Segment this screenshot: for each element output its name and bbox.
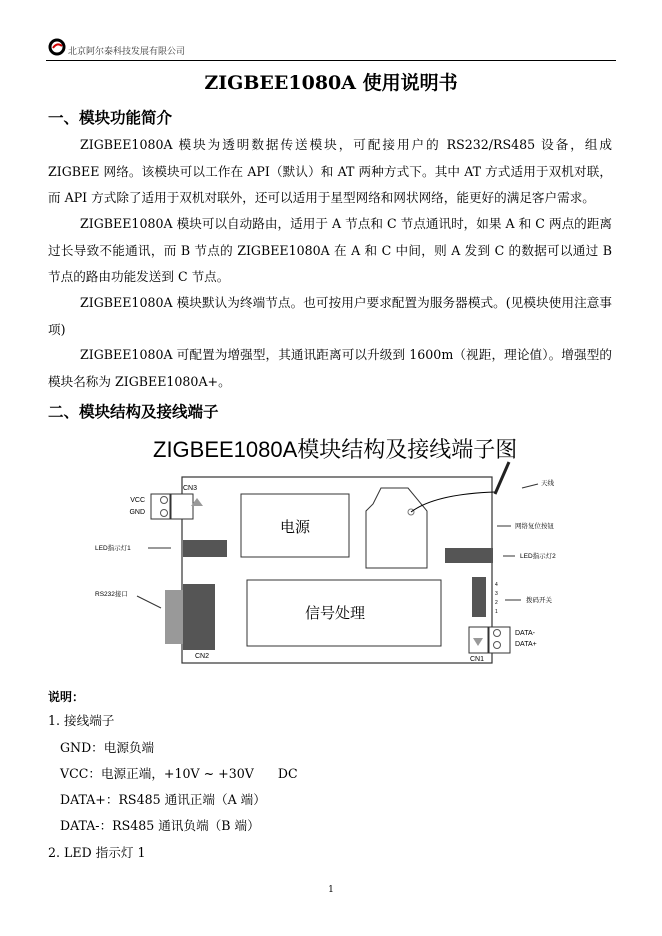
svg-text:网络复位按钮: 网络复位按钮 xyxy=(515,523,554,530)
company-name: 北京阿尔泰科技发展有限公司 xyxy=(68,47,186,57)
diagram-title: ZIGBEE1080A模块结构及接线端子图 xyxy=(153,437,518,462)
svg-text:VCC: VCC xyxy=(130,497,145,504)
svg-text:天线: 天线 xyxy=(541,480,554,487)
led1 xyxy=(183,540,227,557)
svg-text:CN1: CN1 xyxy=(470,656,485,663)
paragraph: ZIGBEE1080A 可配置为增强型，其通讯距离可以升级到 1600m（视距，理论值）。增强型的模块名称为 ZIGBEE1080A+。 xyxy=(48,347,612,389)
section-heading-1: 一、模块功能简介 xyxy=(48,108,173,127)
note-item: DATA-：RS485 通讯负端（B 端） xyxy=(60,818,260,833)
svg-text:信号处理: 信号处理 xyxy=(304,605,366,622)
note-item: GND：电源负端 xyxy=(60,740,155,755)
svg-text:RS232接口: RS232接口 xyxy=(95,591,128,598)
paragraph: ZIGBEE1080A 模块默认为终端节点。也可按用户要求配置为服务器模式。(见模块使用注意事项) xyxy=(48,295,612,337)
page-number: 1 xyxy=(328,885,334,895)
svg-text:CN2: CN2 xyxy=(195,653,210,660)
antenna-icon xyxy=(495,462,509,494)
page-header xyxy=(46,38,616,61)
svg-text:LED指示灯1: LED指示灯1 xyxy=(95,545,131,552)
paragraph: ZIGBEE1080A 模块可以自动路由，适用于 A 节点和 C 节点通讯时，如果 A 和 C 两点的距离过长导致不能通讯，而 B 节点的 ZIGBEE1080A 在 A 和 C 中间，则 A 发到 C 的数据可以通过 B 节点的路由功能发送到 C 节点。 xyxy=(48,216,612,284)
dip-switch xyxy=(472,577,486,617)
note-item: 1. 接线端子 xyxy=(48,713,115,728)
paragraph: ZIGBEE1080A 模块为透明数据传送模块，可配接用户的 RS232/RS485 设备，组成 ZIGBEE 网络。该模块可以工作在 API（默认）和 AT 两种方式下。其中 AT 方式适用于双机对联，而 API 方式除了适用于双机对联外，还可以适用于星型网络和网状网络，能更好的满足客户需求。 xyxy=(48,137,612,205)
svg-text:2: 2 xyxy=(495,600,498,606)
svg-text:CN3: CN3 xyxy=(183,485,198,492)
rf-module xyxy=(366,488,427,568)
svg-text:3: 3 xyxy=(495,591,498,597)
note-item: DATA+：RS485 通讯正端（A 端） xyxy=(60,792,266,807)
svg-text:电源: 电源 xyxy=(279,519,311,536)
note-item: VCC：电源正端，+10V ~ +30V DC xyxy=(60,766,298,781)
note-item: 2. LED 指示灯 1 xyxy=(48,845,146,860)
svg-text:1: 1 xyxy=(495,609,498,615)
document-title: ZIGBEE1080A 使用说明书 xyxy=(204,72,458,94)
svg-text:DATA-: DATA- xyxy=(515,630,535,637)
module-structure-diagram xyxy=(95,432,565,668)
svg-text:4: 4 xyxy=(495,582,498,588)
notes-label: 说明： xyxy=(48,690,85,704)
company-logo-icon xyxy=(48,38,66,56)
svg-text:LED指示灯2: LED指示灯2 xyxy=(520,553,556,560)
svg-text:拨码开关: 拨码开关 xyxy=(526,597,552,604)
cn3-connector xyxy=(171,494,193,519)
svg-text:GND: GND xyxy=(129,509,145,516)
section-heading-2: 二、模块结构及接线端子 xyxy=(48,402,219,421)
led2 xyxy=(445,548,493,563)
svg-text:DATA+: DATA+ xyxy=(515,641,537,648)
